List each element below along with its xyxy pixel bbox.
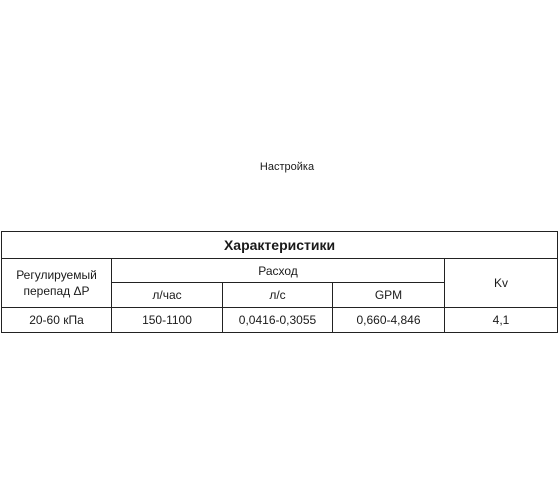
table-title: Характеристики xyxy=(2,232,558,259)
table-row xyxy=(2,308,558,333)
header-unit-gpm: GPM xyxy=(333,283,445,308)
characteristics-table xyxy=(1,231,558,333)
header-unit-ls: л/с xyxy=(223,283,333,308)
header-unit-lh: л/час xyxy=(112,283,223,308)
header-flow: Расход xyxy=(112,259,445,283)
cell-kv: 4,1 xyxy=(445,308,558,333)
header-kv: Kv xyxy=(445,259,558,308)
cell-flow-ls: 0,0416-0,3055 xyxy=(223,308,333,333)
cell-pressure: 20-60 кПа xyxy=(2,308,112,333)
cell-flow-lh: 150-1100 xyxy=(112,308,223,333)
caption-text: Настройка xyxy=(259,161,315,173)
header-pressure: Регулируемый перепад ΔP xyxy=(2,259,112,308)
cell-flow-gpm: 0,660-4,846 xyxy=(333,308,445,333)
